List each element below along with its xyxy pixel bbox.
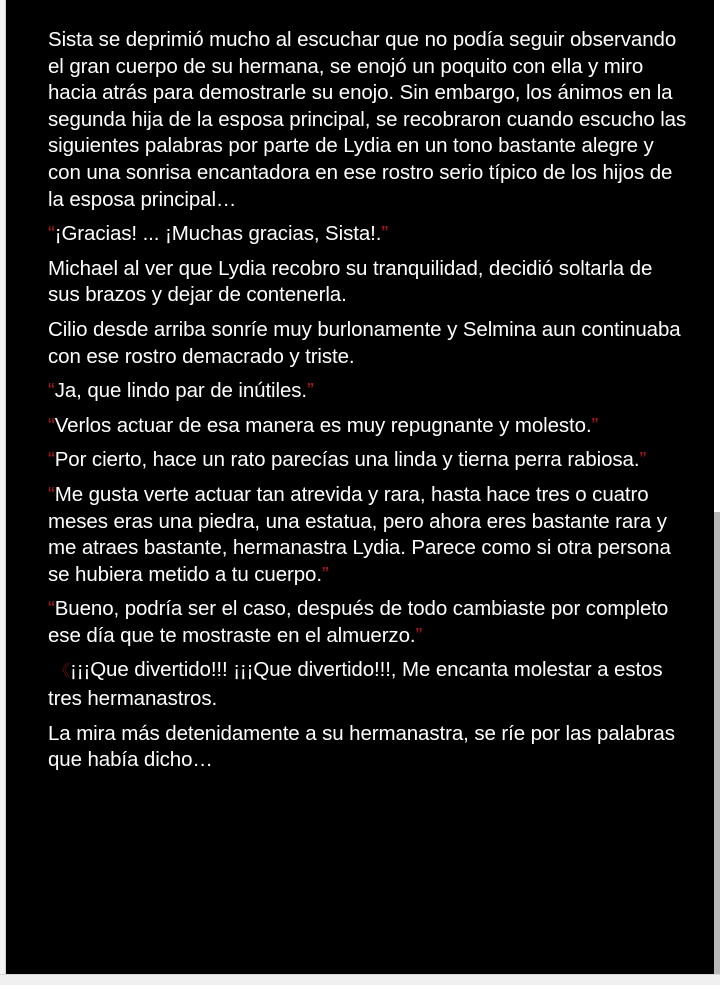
close-quote-mark: ” — [639, 448, 647, 472]
open-quote-mark: “ — [48, 448, 55, 472]
story-text — [48, 27, 688, 782]
open-quote-mark: “ — [48, 482, 55, 506]
thought-bracket-mark: 《 — [54, 663, 69, 681]
close-quote-mark: ” — [591, 413, 599, 437]
close-quote-mark: ” — [307, 379, 314, 403]
dialogue-paragraph — [48, 378, 688, 405]
dialogue-text: Bueno, podría ser el caso, después de todo cambiaste por completo ese día que te mostraste en el almuerzo. — [48, 597, 669, 647]
open-quote-mark: “ — [48, 597, 55, 621]
dialogue-text: ¡Gracias! ... ¡Muchas gracias, Sista!. — [54, 222, 382, 246]
narration-paragraph — [48, 317, 688, 370]
dialogue-paragraph — [48, 596, 688, 649]
scrollbar[interactable] — [714, 512, 720, 974]
dialogue-paragraph — [48, 447, 688, 474]
dialogue-text: Verlos actuar de esa manera es muy repugnante y molesto. — [54, 413, 592, 437]
open-quote-mark: “ — [48, 222, 55, 246]
paragraph-text: La mira más detenidamente a su hermanastra, se ríe por las palabras que había dicho… — [48, 721, 675, 772]
text-page — [5, 0, 714, 974]
right-edge-background — [714, 0, 720, 512]
narration-paragraph — [48, 721, 688, 774]
paragraph-text: Michael al ver que Lydia recobro su tranquilidad, decidió soltarla de sus brazos y dejar de contenerla. — [48, 256, 653, 307]
open-quote-mark: “ — [48, 413, 55, 437]
paragraph-text: Sista se deprimió mucho al escuchar que no podía seguir observando el gran cuerpo de su hermana, se enojó un poquito con ella y miro hacia atrás para demostrarle su enojo. Sin embargo, los ánimos en la segunda hija de la esposa principal, se recobraron cuando escucho las siguientes palabras por parte de Lydia en un tono bastante alegre y con una sonrisa encantadora en ese rostro serio típico de los hijos de la esposa principal… — [48, 28, 687, 211]
dialogue-text: Por cierto, hace un rato parecías una linda y tierna perra rabiosa. — [54, 448, 640, 472]
dialogue-paragraph — [48, 482, 688, 588]
dialogue-text: Me gusta verte actuar tan atrevida y rara, hasta hace tres o cuatro meses eras una piedra, una estatua, pero ahora eres bastante rara y me atraes bastante, hermanastra Lydia. Parece como si otra persona se hubiera metido a tu cuerpo. — [48, 482, 671, 586]
close-quote-mark: ” — [415, 623, 423, 647]
close-quote-mark: ” — [381, 222, 389, 246]
close-quote-mark: ” — [321, 562, 329, 586]
thought-paragraph — [48, 657, 688, 712]
dialogue-text: Ja, que lindo par de inútiles. — [54, 379, 308, 403]
dialogue-paragraph — [48, 413, 688, 440]
narration-paragraph — [48, 27, 688, 213]
bottom-edge — [0, 974, 720, 985]
open-quote-mark: “ — [48, 379, 55, 403]
narration-paragraph — [48, 256, 688, 309]
thought-text: ¡¡¡Que divertido!!! ¡¡¡Que divertido!!!, Me encanta molestar a estos tres hermanastros. — [48, 658, 663, 711]
dialogue-paragraph — [48, 221, 688, 248]
paragraph-text: Cilio desde arriba sonríe muy burlonamente y Selmina aun continuaba con ese rostro demacrado y triste. — [48, 317, 681, 368]
